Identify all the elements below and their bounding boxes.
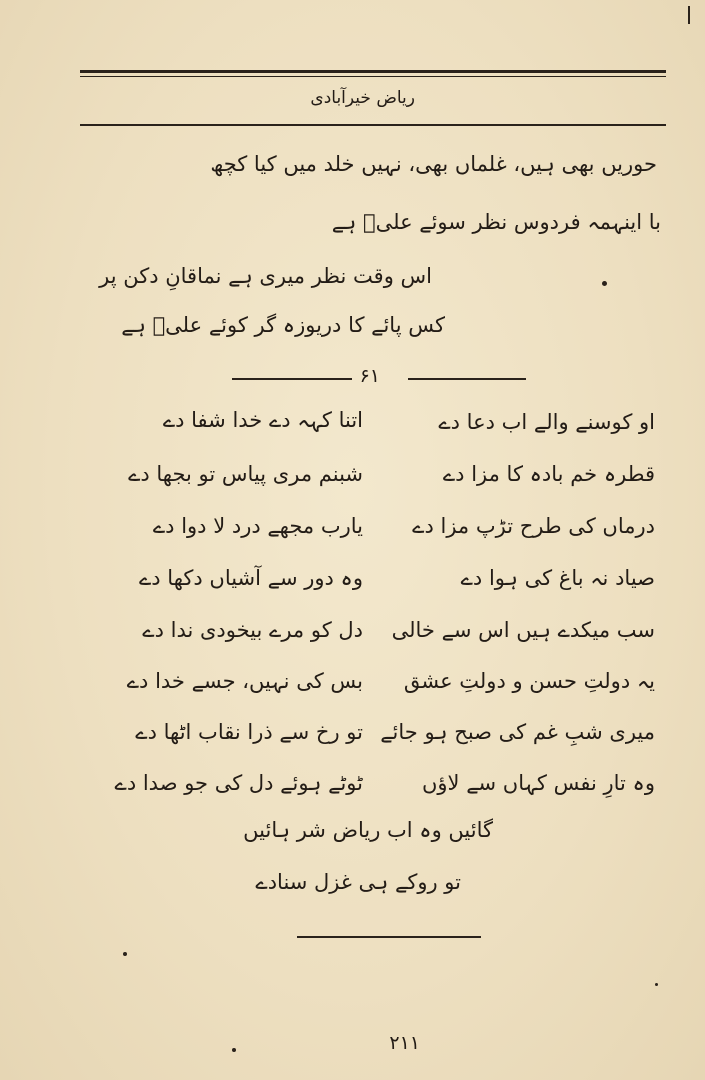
- closing-line: تو روکے ہی غزل سنادے: [255, 870, 461, 894]
- corner-mark: [688, 6, 690, 24]
- verse-line: حوریں بھی ہیں، غلماں بھی، نہیں خلد میں کیا کچھ: [210, 152, 657, 176]
- header-rule-top-thin: [80, 76, 666, 77]
- verse-line: با اینہمہ فردوس نظر سوئے علیؓ ہے: [331, 210, 661, 234]
- page-number: ۲۱۱: [389, 1032, 420, 1054]
- closing-line: گائیں وہ اب ریاض شر ہائیں: [243, 818, 493, 842]
- couplet-second-line: یارب مجھے درد لا دوا دے: [152, 514, 363, 538]
- couplet-first-line: وہ تارِ نفس کہاں سے لاؤں: [421, 771, 655, 795]
- verse-line: کس پائے کا دریوزہ گر کوئے علیؓ ہے: [121, 313, 445, 337]
- couplet-first-line: او کوسنے والے اب دعا دے: [438, 410, 655, 434]
- poem-divider-right: [408, 378, 526, 380]
- couplet-second-line: شبنم مری پیاس تو بجھا دے: [128, 462, 363, 486]
- couplet-first-line: قطرہ خم بادہ کا مزا دے: [442, 462, 655, 486]
- couplet-first-line: درماں کی طرح تڑپ مزا دے: [412, 514, 655, 538]
- running-head-title: ریاض خیرآبادی: [310, 88, 415, 108]
- page-speck: [232, 1048, 236, 1052]
- verse-marker-dot: [602, 281, 607, 286]
- couplet-first-line: یہ دولتِ حسن و دولتِ عشق: [403, 669, 655, 693]
- couplet-second-line: تو رخ سے ذرا نقاب اٹھا دے: [135, 720, 363, 744]
- couplet-first-line: میری شبِ غم کی صبح ہو جائے: [380, 720, 655, 744]
- couplet-second-line: دل کو مرے بیخودی ندا دے: [142, 618, 363, 642]
- page-speck: [655, 983, 658, 986]
- verse-line: اس وقت نظر میری ہے نماقانِ دکن پر: [99, 264, 432, 288]
- end-rule: [297, 936, 481, 938]
- header-rule-bottom: [80, 124, 666, 126]
- poem-divider-left: [232, 378, 352, 380]
- poem-number: ۶۱: [359, 365, 380, 387]
- couplet-first-line: سب میکدے ہیں اس سے خالی: [391, 618, 655, 642]
- couplet-second-line: بس کی نہیں، جسے خدا دے: [126, 669, 363, 693]
- couplet-second-line: ٹوٹے ہوئے دل کی جو صدا دے: [114, 771, 363, 795]
- couplet-second-line: وہ دور سے آشیاں دکھا دے: [138, 566, 363, 590]
- header-rule-top: [80, 70, 666, 73]
- couplet-second-line: اتنا کہہ دے خدا شفا دے: [162, 408, 363, 432]
- couplet-first-line: صیاد نہ باغ کی ہوا دے: [460, 566, 655, 590]
- page-speck: [123, 952, 127, 956]
